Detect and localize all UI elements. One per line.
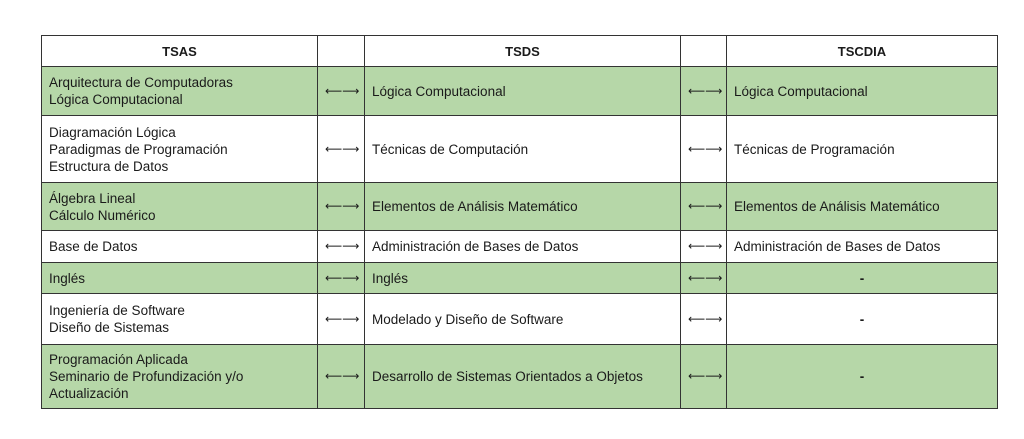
tsas-cell <box>42 67 318 116</box>
tsas-cell <box>42 231 318 263</box>
double-arrow-icon: ⟵⟶ <box>681 67 727 116</box>
double-arrow-icon: ⟵⟶ <box>318 345 365 409</box>
double-arrow-icon: ⟵⟶ <box>681 263 727 294</box>
double-arrow-icon: ⟵⟶ <box>681 183 727 231</box>
double-arrow-icon: ⟵⟶ <box>681 116 727 183</box>
tsas-subject: Diagramación Lógica <box>49 124 176 140</box>
header-tsas: TSAS <box>42 36 318 67</box>
tscdia-cell: Elementos de Análisis Matemático <box>727 183 998 231</box>
table-row <box>42 294 998 345</box>
tsas-subject: Estructura de Datos <box>49 158 169 174</box>
tsds-cell: Lógica Computacional <box>365 67 681 116</box>
tscdia-cell: - <box>727 263 998 294</box>
tsds-cell: Técnicas de Computación <box>365 116 681 183</box>
tscdia-cell: - <box>727 345 998 409</box>
tsas-subject: Cálculo Numérico <box>49 207 156 223</box>
tsas-cell <box>42 183 318 231</box>
double-arrow-icon: ⟵⟶ <box>318 183 365 231</box>
tsas-cell <box>42 345 318 409</box>
tsds-cell: Administración de Bases de Datos <box>365 231 681 263</box>
table-row <box>42 263 998 294</box>
tsds-cell: Elementos de Análisis Matemático <box>365 183 681 231</box>
tsas-subject: Ingeniería de Software <box>49 303 185 318</box>
tsas-subject: Actualización <box>49 386 129 401</box>
double-arrow-icon: ⟵⟶ <box>318 231 365 263</box>
double-arrow-icon: ⟵⟶ <box>318 294 365 345</box>
double-arrow-icon: ⟵⟶ <box>318 263 365 294</box>
double-arrow-icon: ⟵⟶ <box>681 294 727 345</box>
tscdia-cell: Administración de Bases de Datos <box>727 231 998 263</box>
tsds-cell: Inglés <box>365 263 681 294</box>
tsas-subject: Seminario de Profundización y/o <box>49 369 244 384</box>
double-arrow-icon: ⟵⟶ <box>681 345 727 409</box>
table-row <box>42 183 998 231</box>
tsas-subject: Álgebra Lineal <box>49 190 136 206</box>
tsas-subject: Arquitectura de Computadoras <box>49 75 233 90</box>
tsds-cell: Desarrollo de Sistemas Orientados a Objetos <box>365 345 681 409</box>
header-arrow-col-1 <box>318 36 365 67</box>
tsas-subject: Diseño de Sistemas <box>49 320 170 335</box>
tsas-subject: Paradigmas de Programación <box>49 141 228 157</box>
table-row <box>42 116 998 183</box>
tsas-cell <box>42 294 318 345</box>
tsas-cell <box>42 263 318 294</box>
tscdia-cell: Lógica Computacional <box>727 67 998 116</box>
double-arrow-icon: ⟵⟶ <box>318 116 365 183</box>
header-tscdia: TSCDIA <box>727 36 998 67</box>
tsas-cell <box>42 116 318 183</box>
tscdia-cell: Técnicas de Programación <box>727 116 998 183</box>
tsas-subject: Inglés <box>49 270 86 286</box>
table-row <box>42 67 998 116</box>
tsas-subject: Base de Datos <box>49 239 138 254</box>
double-arrow-icon: ⟵⟶ <box>318 67 365 116</box>
equivalence-table <box>41 35 998 409</box>
table-row <box>42 231 998 263</box>
table-row <box>42 345 998 409</box>
double-arrow-icon: ⟵⟶ <box>681 231 727 263</box>
tsas-subject: Programación Aplicada <box>49 352 188 367</box>
tscdia-cell: - <box>727 294 998 345</box>
tsds-cell: Modelado y Diseño de Software <box>365 294 681 345</box>
header-tsds: TSDS <box>365 36 681 67</box>
tsas-subject: Lógica Computacional <box>49 92 183 107</box>
header-row <box>42 36 998 67</box>
header-arrow-col-2 <box>681 36 727 67</box>
